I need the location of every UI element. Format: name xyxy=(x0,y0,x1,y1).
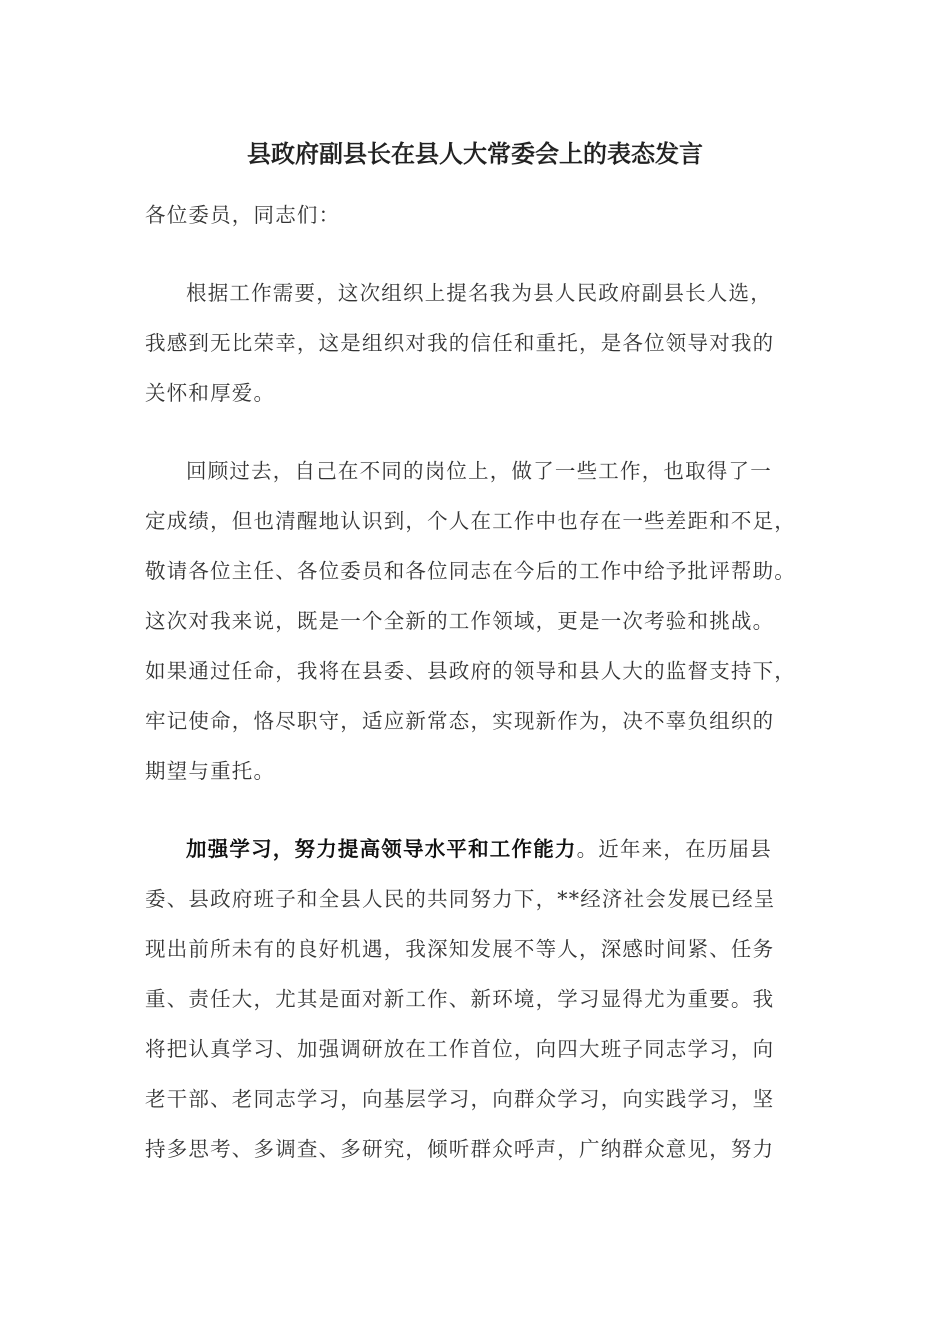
paragraph-2-line-4: 这次对我来说，既是一个全新的工作领域，更是一次考验和挑战。 xyxy=(145,609,775,633)
paragraph-2-line-3: 敬请各位主任、各位委员和各位同志在今后的工作中给予批评帮助。 xyxy=(145,559,796,583)
paragraph-1-line-1: 根据工作需要，这次组织上提名我为县人民政府副县长人选， xyxy=(186,281,772,305)
paragraph-2-line-1: 回顾过去，自己在不同的岗位上，做了一些工作，也取得了一 xyxy=(186,459,772,483)
paragraph-2 xyxy=(145,446,810,796)
document-body xyxy=(145,190,810,1174)
paragraph-3-line-3: 现出前所未有的良好机遇，我深知发展不等人，深感时间紧、任务 xyxy=(145,937,775,961)
paragraph-2-line-5: 如果通过任命，我将在县委、县政府的领导和县人大的监督支持下， xyxy=(145,659,796,683)
paragraph-3 xyxy=(145,824,810,1174)
paragraph-1 xyxy=(145,268,810,418)
paragraph-3-line-5: 将把认真学习、加强调研放在工作首位，向四大班子同志学习，向 xyxy=(145,1037,775,1061)
paragraph-gap xyxy=(145,418,810,446)
section-heading: 加强学习，努力提高领导水平和工作能力 xyxy=(186,837,577,861)
paragraph-3-line-1-rest: 。近年来，在历届县 xyxy=(576,837,772,861)
paragraph-1-line-2: 我感到无比荣幸，这是组织对我的信任和重托，是各位领导对我的 xyxy=(145,331,775,355)
salutation: 各位委员，同志们： xyxy=(145,203,341,227)
paragraph-3-line-6: 老干部、老同志学习，向基层学习，向群众学习，向实践学习，坚 xyxy=(145,1087,775,1111)
document-title: 县政府副县长在县人大常委会上的表态发言 xyxy=(247,139,703,168)
paragraph-2-line-7: 期望与重托。 xyxy=(145,759,276,783)
paragraph-gap xyxy=(145,240,810,268)
paragraph-2-line-2: 定成绩，但也清醒地认识到，个人在工作中也存在一些差距和不足， xyxy=(145,509,796,533)
paragraph-1-line-3: 关怀和厚爱。 xyxy=(145,381,276,405)
paragraph-3-line-2: 委、县政府班子和全县人民的共同努力下，**经济社会发展已经呈 xyxy=(145,887,776,911)
paragraph-3-line-1 xyxy=(145,824,810,874)
paragraph-gap xyxy=(145,796,810,824)
paragraph-3-line-4: 重、责任大，尤其是面对新工作、新环境，学习显得尤为重要。我 xyxy=(145,987,775,1011)
paragraph-3-line-7: 持多思考、多调查、多研究，倾听群众呼声，广纳群众意见，努力 xyxy=(145,1137,775,1161)
paragraph-2-line-6: 牢记使命，恪尽职守，适应新常态，实现新作为，决不辜负组织的 xyxy=(145,709,775,733)
